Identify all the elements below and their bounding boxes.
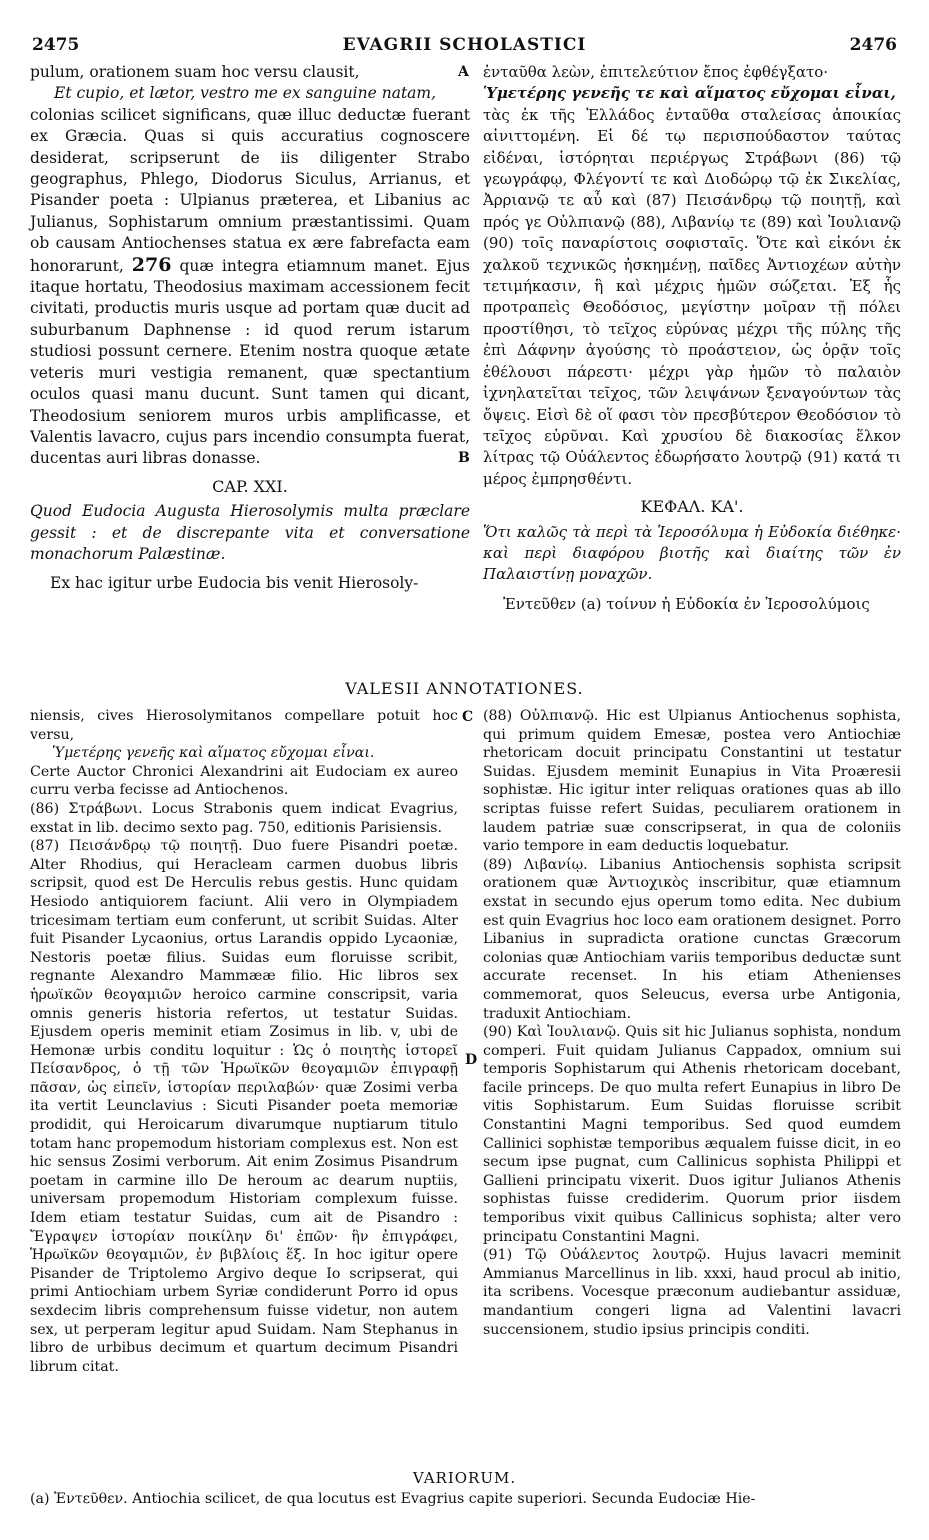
greek-column	[483, 62, 901, 615]
running-title: EVAGRII SCHOLASTICI	[342, 35, 587, 55]
latin-column	[30, 62, 470, 595]
annotation-89: (89) Λιβανίῳ. Libanius Antiochensis sophista scripsit orationem quæ Ἀντιοχικὸς inscribitur, quæ etiamnum exstat in secundo ejus operum tomo edita. Nec dubium est quin Evagrius hoc loco eam orationem designet. Porro Libanius in supradicta oratione cunctas Græcorum colonias quæ Antiochiam variis temporibus deductæ sunt accurate recenset. In his etiam Athenienses commemorat, quos Seleucus, eversa urbe Antigonia, traduxit Antiochiam.	[483, 856, 901, 1022]
latin-verse: Et cupio, et lætor, vestro me ex sanguine natam,	[54, 84, 437, 103]
annotation-90: (90) Καὶ Ἰουλιανῷ. Quis sit hic Julianus sophista, nondum comperi. Fuit quidam Julianus Cappadox, omnium sui temporis Sophistarum qui Athenis rhetoricam docebant, facile princeps. De quo multa refert Eunapius in libro De vitis Sophistarum. Eum Suidas floruisse scribit Constantini Magni temporibus. Sed quod eumdem Callinici sophistæ temporibus æqualem fuisse dicit, in eo secum ipse pugnat, cum Callinicus sophista Philippi et Gallieni principatu vixerit. Duos igitur Julianos Athenis sophistas fuisse crediderim. Quorum prior iisdem temporibus vixit quibus Callinicus sophista; alter vero principatu Constantini Magni.	[483, 1024, 901, 1245]
latin-text: quæ integra etiamnum manet. Ejus itaque hortatu, Theodosius maximam accessionem fecit civitati, productis muris usque ad portam quæ ducit ad suburbanum Daphnense : id quod rerum istarum studiosi possunt cernere. Etenim nostra quoque ætate veteris muri vestigia remanent, quæ spectantium oculos quasi manu ducunt. Sunt tamen qui dicant, Theodosium seniorem muros urbis amplificasse, et Valentis lavacro, cujus pars incendio consumpta fuerat, ducentas auri libras donasse.	[30, 256, 470, 468]
chapter-summary: Ὅτι καλῶς τὰ περὶ τὰ Ἱεροσόλυμα ἡ Εὐδοκία διέθηκε· καὶ περὶ διαφόρου βιοτῆς καὶ διαίτης τῶν ἐν Παλαιστίνῃ μοναχῶν.	[483, 522, 901, 584]
greek-paragraph: τὰς ἐκ τῆς Ἑλλάδος ἐνταῦθα σταλείσας ἀποικίας αἰνιττομένη. Εἰ δέ τῳ περισπούδαστον ταύτας εἰδέναι, ἱστόρηται περιέργως Στράβωνι (86) τῷ γεωγράφῳ, Φλέγοντί τε καὶ Διοδώρῳ τῷ ἐκ Σικελίας, Ἀρριανῷ τε αὖ καὶ (87) Πεισάνδρῳ τῷ ποιητῇ, καὶ πρός γε Οὐλπιανῷ (88), Λιβανίῳ τε (89) καὶ Ἰουλιανῷ (90) τοῖς παναρίστοις σοφισταῖς. Ὅτε καὶ εἰκόνι ἐκ χαλκοῦ τεχνικῶς ἠσκημένῃ, παῖδες Ἀντιοχέων αὐτὴν τετιμήκασιν, ἣ καὶ μέχρις ἡμῶν σώζεται. Ἐξ ἧς προτραπεὶς Θεοδόσιος, μεγίστην μοῖραν τῇ πόλει προστίθησι, τὸ τεῖχος εὐρύνας μέχρι τῆς πύλης τῆς ἐπὶ Δάφνην ἀγούσης τὸ προάστειον, ὡς ὁρᾷν τοῖς ἐθέλουσι πάρεστι· μέχρι γὰρ ἡμῶν τὸ παλαιὸν ἰχνηλατεῖται τεῖχος, τῶν λειψάνων ξεναγούντων τὰς ὄψεις. Εἰσὶ δὲ οἵ φασι τὸν πρεσβύτερον Θεοδόσιον τὸ τεῖχος εὐρῦναι. Καὶ χρυσίου δὲ διακοσίας ἕλκον λίτρας τῷ Οὐάλεντος ἐδωρήσατο λουτρῷ (91) κατά τι μέρος ἐμπρησθέντι.	[483, 105, 901, 488]
latin-paragraph: pulum, orationem suam hoc versu clausit,	[30, 63, 360, 81]
latin-text: colonias scilicet significans, quæ illuc deductæ fuerant ex Græcia. Quas si quis accuratius cognoscere desiderat, scripserunt de iis diligenter Strabo geographus, Phlego, Diodorus Siculus, Arrianus, et Pisander poeta : Ulpianus præterea, et Libanius ac Julianus, Sophistarum omnium præstantissimi. Quam ob causam Antiochenses statua ex ære fabrefacta eam honorarunt,	[30, 105, 470, 275]
chapter-heading: CAP. XXI.	[212, 476, 288, 496]
annotations-title: VALESII ANNOTATIONES.	[345, 679, 584, 698]
chapter-summary: Quod Eudocia Augusta Hierosolymis multa præclare gessit : et de discrepante vita et conversatione monachorum Palæstinæ.	[30, 502, 470, 563]
annotation-paragraph: Certe Auctor Chronici Alexandrini ait Eudociam ex aureo curru verba fecisse ad Antiochenos.	[30, 763, 458, 799]
annotation-87: (87) Πεισάνδρῳ τῷ ποιητῇ. Duo fuere Pisandri poetæ. Alter Rhodius, qui Heracleam carmen duobus libris scripsit, quod est De Herculis rebus gestis. Hunc quidam Hesiodo antiquiorem faciunt. Alii vero in Olympiadem tricesimam tertiam eum conferunt, ut scribit Suidas. Alter fuit Pisander Lycaonius, ortus Larandis oppido Lycaoniæ, Nestoris poetæ filius. Suidas eum floruisse scribit, regnante Alexandro Mammææ filio. Hic libros sex ἡρωϊκῶν θεογαμιῶν heroico carmine conscripsit, varia omnis generis historia refertos, ut testatur Suidas. Ejusdem operis meminit etiam Zosimus in lib. v, ubi de Hemonæ urbis conditu loquitur : Ὡς ὁ ποιητὴς ἱστορεῖ Πείσανδρος, ὁ τῇ τῶν Ἡρωϊκῶν θεογαμιῶν ἐπιγραφῇ πᾶσαν, ὡς εἰπεῖν, ἱστορίαν περιλαβών· quæ Zosimi verba ita vertit Leunclavius : Sicuti Pisander poeta memoriæ prodidit, qui Heroicarum divarumque nuptiarum titulo totam hanc propemodum historiam complexus est. Non est hic sensus Zosimi verborum. Ait enim Zosimus Pisandrum poetam in carmine illo De heroum ac dearum nuptiis, universam propemodum Historiam complexum fuisse. Idem etiam testatur Suidas, cum ait de Pisandro : Ἔγραψεν ἱστορίαν ποικίλην δι' ἐπῶν· ἣν ἐπιγράφει, Ἡρωϊκῶν θεογαμιῶν, ἐν βιβλίοις ἕξ. In hoc igitur opere Pisander de Triptolemo Argivo deque Io scripserat, qui primi Antiochiam urbem Syriæ condiderunt Porro id opus sexdecim libris comprehensum fuisse videtur, non autem sex, ut perperam legitur apud Suidam. Nam Stephanus in libro de urbibus decimum et quartum decimum Pisandri librum citat.	[30, 838, 458, 1375]
right-page-number: 2476	[849, 35, 897, 55]
variorum-title: VARIORUM.	[412, 1469, 517, 1487]
annotation-91: (91) Τῷ Οὐάλεντος λουτρῷ. Hujus lavacri meminit Ammianus Marcellinus in lib. xxxi, haud procul ab initio, ita scribens. Vocesque præconum audiebantur assiduæ, mandantium congeri ligna ad Valentini lavacri succensionem, studio ipsius principis conditi.	[483, 1247, 901, 1338]
latin-paragraph	[30, 105, 470, 470]
margin-marker-a: A	[458, 64, 469, 80]
margin-marker-b: B	[458, 450, 470, 466]
annotation-88: (88) Οὐλπιανῷ. Hic est Ulpianus Antiochenus sophista, qui primum quidem Emesæ, postea vero Antiochiæ rhetoricam docuit principatu Constantini ut testatur Suidas. Ejusdem meminit Eunapius in Vita Proæresii sophistæ. Hic igitur inter reliquas orationes quas ab illo scriptas fuisse refert Suidas, peculiarem orationem in laudem patriæ suæ conscripserat, in qua de coloniis vario tempore in eam deductis loquebatur.	[483, 708, 901, 855]
annotation-86: (86) Στράβωνι. Locus Strabonis quem indicat Evagrius, exstat in lib. decimo sexto pag. 750, editionis Parisiensis.	[30, 800, 458, 836]
column-number: 276	[131, 253, 172, 276]
greek-verse: Ὑμετέρης γενεῆς τε καὶ αἵματος εὔχομαι εἶναι,	[483, 84, 896, 103]
latin-paragraph: Ex hac igitur urbe Eudocia bis venit Hierosoly-	[50, 574, 419, 593]
margin-marker-c: C	[462, 709, 474, 725]
left-page-number: 2475	[32, 35, 80, 55]
running-header	[32, 35, 897, 59]
greek-paragraph: ἐνταῦθα λεὼν, ἐπιτελεύτιον ἔπος ἐφθέγξατο·	[483, 63, 829, 81]
chapter-heading: ΚΕΦΑΛ. ΚΑ'.	[640, 497, 744, 517]
annotations-left-column	[30, 707, 458, 1376]
annotation-paragraph: niensis, cives Hierosolymitanos compellare potuit hoc versu,	[30, 708, 458, 743]
annotation-verse: Ὑμετέρης γενεῆς καὶ αἵματος εὔχομαι εἶναι.	[52, 745, 375, 762]
margin-marker-d: D	[465, 1052, 478, 1068]
greek-paragraph: Ἐντεῦθεν (a) τοίνυν ἡ Εὐδοκία ἐν Ἱεροσολύμοις	[503, 594, 870, 613]
variorum-note: (a) Ἐντεῦθεν. Antiochia scilicet, de qua locutus est Evagrius capite superiori. Secunda Eudociæ Hie-	[30, 1491, 756, 1507]
annotations-right-column	[483, 707, 901, 1339]
